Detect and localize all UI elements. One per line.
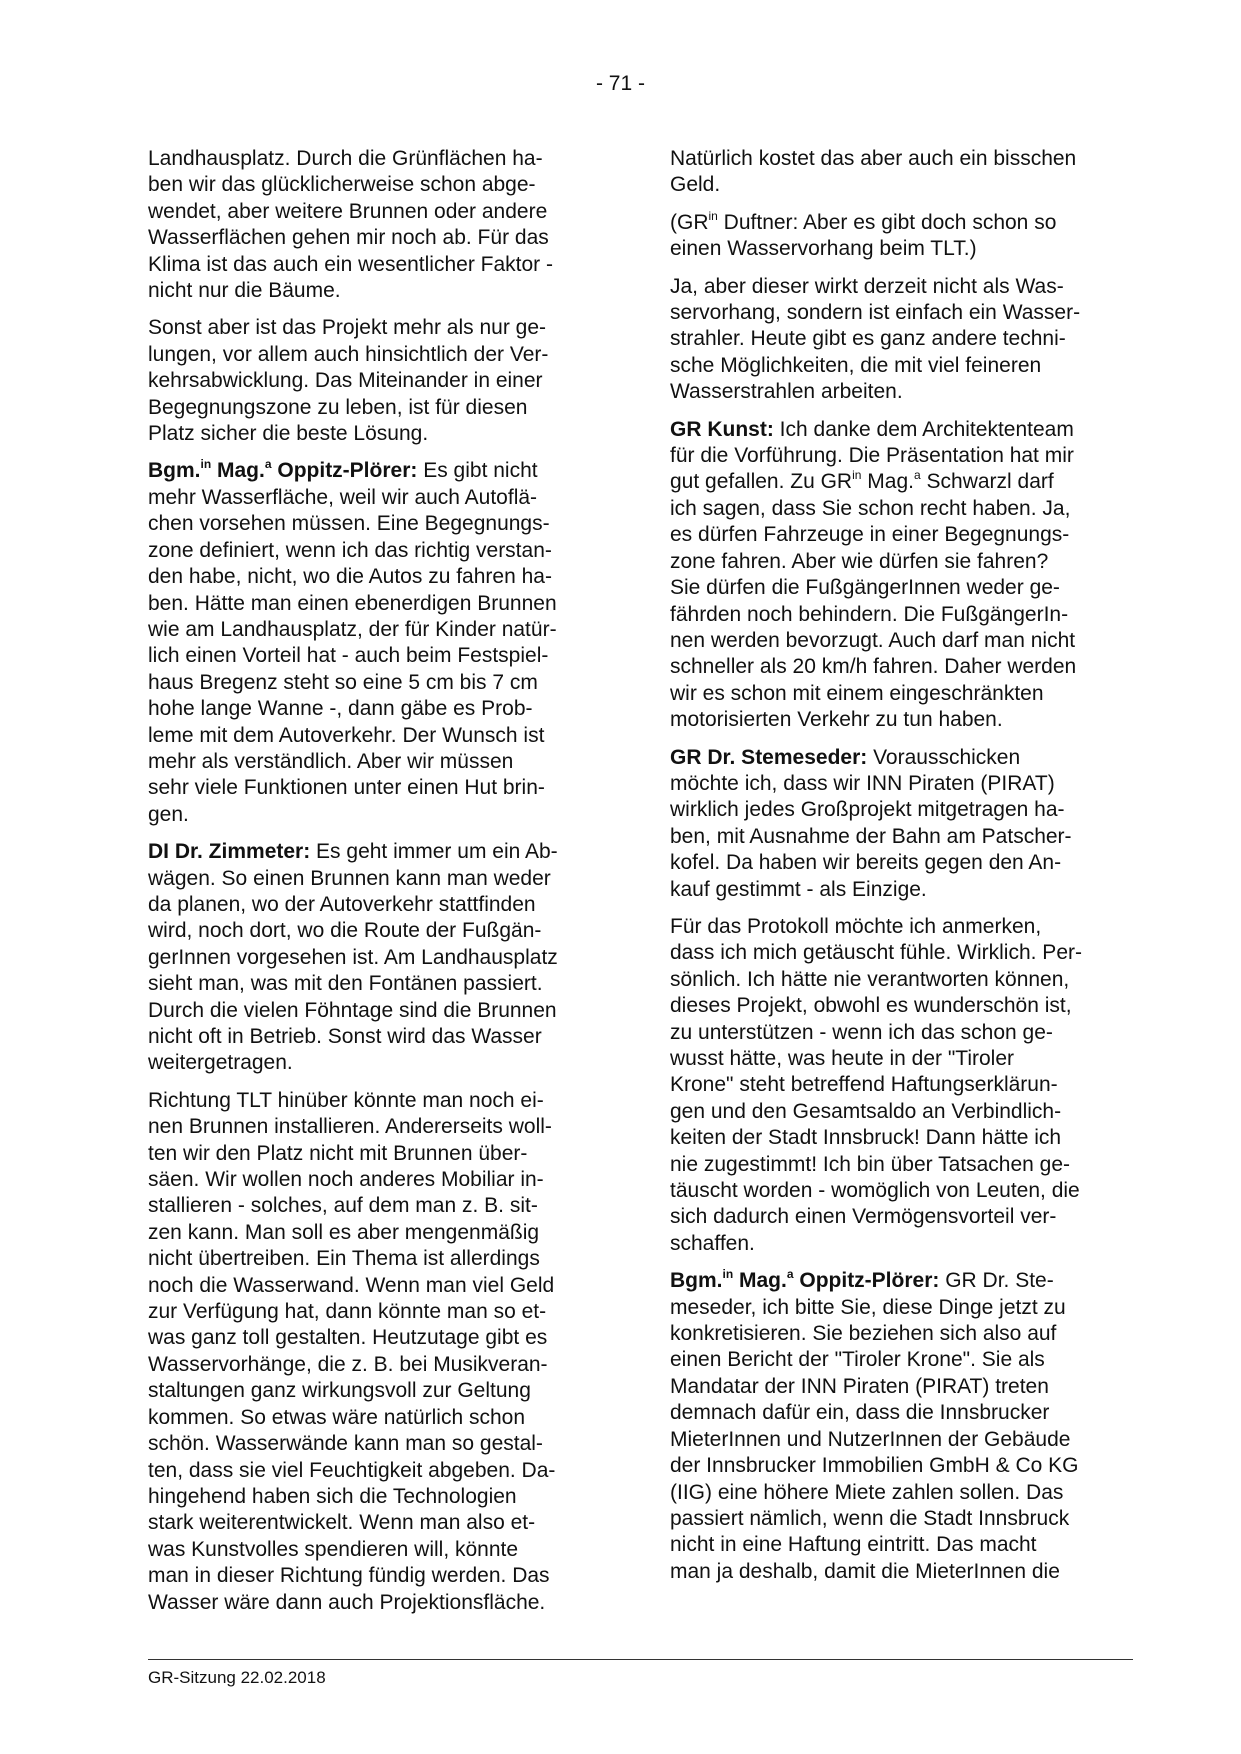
text-line: ben, mit Ausnahme der Bahn am Patscher- bbox=[670, 824, 1072, 848]
text-line: den habe, nicht, wo die Autos zu fahren ha- bbox=[148, 565, 552, 589]
text-line: (IIG) eine höhere Miete zahlen sollen. Das bbox=[670, 1480, 1064, 1504]
text-line: einen Wasservorhang beim TLT.) bbox=[670, 237, 977, 261]
paragraph bbox=[670, 914, 1132, 1257]
text-line: leme mit dem Autoverkehr. Der Wunsch ist bbox=[148, 723, 545, 747]
text-line: Wasser wäre dann auch Projektionsfläche. bbox=[148, 1590, 546, 1614]
speech-oppitz-ploerer: Bgm.$^{in}$ Mag.$^a$ Oppitz-Plörer: GR Dr. Ste- meseder, ich bitte Sie, diese Dinge jetzt zu konkretisieren. Sie beziehen sich also auf einen Bericht der "Tiroler Krone". Sie als Mandatar der INN Piraten (PIRAT) treten demnach dafür ein, dass die Innsbrucker MieterInnen und NutzerInnen der Gebäude der Innsbrucker Immobilien GmbH & Co KG (IIG) eine höhere Miete zahlen sollen. Das passiert nämlich, wenn die Stadt Innsbruck nicht in eine Haftung eintritt. Das macht man ja deshalb, damit die MieterInnen die bbox=[670, 1267, 1079, 1583]
text-line: wägen. So einen Brunnen kann man weder bbox=[148, 866, 551, 890]
text-line: sich dadurch einen Vermögensvorteil ver- bbox=[670, 1205, 1057, 1229]
left-column bbox=[148, 146, 598, 1627]
text-line: sieht man, was mit den Fontänen passiert. bbox=[148, 972, 543, 996]
text-line: staltungen ganz wirkungsvoll zur Geltung bbox=[148, 1379, 531, 1403]
text-line: dass ich mich getäuscht fühle. Wirklich. Per- bbox=[670, 941, 1082, 965]
text-line: es dürfen Fahrzeuge in einer Begegnungs- bbox=[670, 523, 1070, 547]
text-line: einen Bericht der "Tiroler Krone". Sie als bbox=[670, 1348, 1045, 1372]
text-line: Krone" steht betreffend Haftungserklärun- bbox=[670, 1073, 1058, 1097]
text-line: motorisierten Verkehr zu tun haben. bbox=[670, 708, 1003, 732]
speaker-name: Bgm.$^{in}$ Mag.$^a$ Oppitz-Plörer: bbox=[670, 1267, 940, 1293]
text-line: wir es schon mit einem eingeschränkten bbox=[670, 681, 1044, 705]
text-line: schön. Wasserwände kann man so gestal- bbox=[148, 1432, 543, 1456]
text-line: strahler. Heute gibt es ganz andere techni- bbox=[670, 327, 1066, 351]
text-line: Wasserstrahlen arbeiten. bbox=[670, 380, 903, 404]
text-line: wird, noch dort, wo die Route der Fußgän- bbox=[148, 919, 542, 943]
text-line: Sie dürfen die FußgängerInnen weder ge- bbox=[670, 576, 1060, 600]
text-line: demnach dafür ein, dass die Innsbrucker bbox=[670, 1401, 1050, 1425]
text-line: gen und den Gesamtsaldo an Verbindlich- bbox=[670, 1099, 1062, 1123]
text-line: mehr Wasserfläche, weil wir auch Autoflä- bbox=[148, 485, 538, 509]
text-line: sönlich. Ich hätte nie verantworten können, bbox=[670, 967, 1070, 991]
paragraph bbox=[670, 274, 1132, 406]
text-line: keiten der Stadt Innsbruck! Dann hätte ich bbox=[670, 1126, 1062, 1150]
text-line: nen Brunnen installieren. Andererseits woll- bbox=[148, 1115, 552, 1139]
text-line: zen kann. Man soll es aber mengenmäßig bbox=[148, 1220, 540, 1244]
text-line: kofel. Da haben wir bereits gegen den An- bbox=[670, 851, 1062, 875]
text-line: konkretisieren. Sie beziehen sich also auf bbox=[670, 1322, 1057, 1346]
text-line: zu unterstützen - wenn ich das schon ge- bbox=[670, 1020, 1053, 1044]
text-line: hohe lange Wanne -, dann gäbe es Prob- bbox=[148, 697, 533, 721]
text-line: Natürlich kostet das aber auch ein bisschen bbox=[670, 147, 1077, 170]
text-line: MieterInnen und NutzerInnen der Gebäude bbox=[670, 1427, 1071, 1451]
text-line: fährden noch behindern. Die FußgängerIn- bbox=[670, 602, 1069, 626]
speech-kunst: GR Kunst: Ich danke dem Architektenteam für die Vorführung. Die Präsentation hat mir gut gefallen. Zu $GR^{in}$ Mag.$^a$ Schwarzl darf ich sagen, dass Sie schon recht haben. Ja, es dürfen Fahrzeuge in einer Begegnungs- zone fahren. Aber wie dürfen sie fahren? Sie dürfen die FußgängerInnen weder ge- fährden noch behindern. Die FußgängerIn- nen werden bevorzugt. Auch darf man nicht schneller als 20 km/h fahren. Daher werden wir es schon mit einem eingeschränkten motorisierten Verkehr zu tun haben. bbox=[670, 417, 1077, 732]
text-line: was Kunstvolles spendieren will, könnte bbox=[148, 1537, 519, 1561]
text-line: ten wir den Platz nicht mit Brunnen über- bbox=[148, 1141, 528, 1165]
text-line: zone fahren. Aber wie dürfen sie fahren? bbox=[670, 549, 1049, 573]
text-line: chen vorsehen müssen. Eine Begegnungs- bbox=[148, 512, 550, 536]
text-line: servorhang, sondern ist einfach ein Wasser- bbox=[670, 301, 1081, 325]
right-column bbox=[670, 146, 1132, 1596]
speaker-name: DI Dr. Zimmeter: bbox=[148, 840, 311, 864]
text-line: passiert nämlich, wenn die Stadt Innsbruck bbox=[670, 1506, 1070, 1530]
text-line: wirklich jedes Großprojekt mitgetragen ha- bbox=[670, 798, 1065, 822]
text-line: Platz sicher die beste Lösung. bbox=[148, 422, 429, 446]
text-line: Klima ist das auch ein wesentlicher Faktor - bbox=[148, 252, 553, 276]
text-line: man in dieser Richtung fündig werden. Das bbox=[148, 1564, 550, 1588]
text-line: sche Möglichkeiten, die mit viel feineren bbox=[670, 353, 1042, 377]
text-line: der Innsbrucker Immobilien GmbH & Co KG bbox=[670, 1454, 1079, 1478]
text-line: nie zugestimmt! Ich bin über Tatsachen ge- bbox=[670, 1152, 1070, 1176]
text-line: was ganz toll gestalten. Heutzutage gibt es bbox=[148, 1326, 548, 1350]
text-line: ben. Hätte man einen ebenerdigen Brunnen bbox=[148, 591, 557, 615]
paragraph bbox=[148, 1088, 598, 1616]
text-line: wusst hätte, was heute in der "Tiroler bbox=[670, 1047, 1014, 1070]
footer-divider bbox=[148, 1659, 1133, 1660]
text-line: möchte ich, dass wir INN Piraten (PIRAT) bbox=[670, 771, 1055, 795]
text-line: nen werden bevorzugt. Auch darf man nicht bbox=[670, 628, 1076, 652]
text-line: kehrsabwicklung. Das Miteinander in einer bbox=[148, 369, 543, 393]
text-line: Wasserflächen gehen mir noch ab. Für das bbox=[148, 226, 549, 250]
paragraph bbox=[670, 146, 1132, 199]
text-line: kauf gestimmt - als Einzige. bbox=[670, 877, 927, 901]
text-line: nicht nur die Bäume. bbox=[148, 279, 341, 303]
text-line: nicht in eine Haftung eintritt. Das macht bbox=[670, 1533, 1037, 1557]
text-line: nicht übertreiben. Ein Thema ist allerdings bbox=[148, 1247, 540, 1271]
text-line: Begegnungszone zu leben, ist für diesen bbox=[148, 395, 528, 419]
text-line: meseder, ich bitte Sie, diese Dinge jetzt zu bbox=[670, 1295, 1066, 1319]
text-line: Durch die vielen Föhntage sind die Brunnen bbox=[148, 998, 557, 1022]
speech-oppitz-ploerer: Bgm.$^{in}$ Mag.$^a$ Oppitz-Plörer: Es gibt nicht mehr Wasserfläche, weil wir auch Autoflä- chen vorsehen müssen. Eine Begegnungs- zone definiert, wenn ich das richtig verstan- den habe, nicht, wo die Autos zu fahren ha- ben. Hätte man einen ebenerdigen Brunnen wie am Landhausplatz, der für Kinder natür- lich einen Vorteil hat - auch beim Festspiel- haus Bregenz steht so eine 5 cm bis 7 cm hohe lange Wanne -, dann gäbe es Prob- leme mit dem Autoverkehr. Der Wunsch ist mehr als verständlich. Aber wir müssen sehr viele Funktionen unter einen Hut brin- gen. bbox=[148, 457, 557, 826]
text-line: zone definiert, wenn ich das richtig verstan- bbox=[148, 538, 552, 562]
text-line: nicht oft in Betrieb. Sonst wird das Wasser bbox=[148, 1025, 542, 1048]
text-line: man ja deshalb, damit die MieterInnen die bbox=[670, 1559, 1060, 1583]
speaker-name: GR Dr. Stemeseder: bbox=[670, 745, 868, 769]
text-line: hingehend haben sich die Technologien bbox=[148, 1484, 517, 1508]
text-line: täuscht worden - womöglich von Leuten, die bbox=[670, 1179, 1080, 1203]
text-line: Sonst aber ist das Projekt mehr als nur ge- bbox=[148, 316, 547, 340]
text-line: kommen. So etwas wäre natürlich schon bbox=[148, 1405, 526, 1429]
text-line: da planen, wo der Autoverkehr stattfinden bbox=[148, 892, 536, 916]
text-line: mehr als verständlich. Aber wir müssen bbox=[148, 749, 514, 773]
text-line: Landhausplatz. Durch die Grünflächen ha- bbox=[148, 147, 543, 170]
text-line: gen. bbox=[148, 802, 189, 826]
speech-zimmeter: DI Dr. Zimmeter: Es geht immer um ein Ab- wägen. So einen Brunnen kann man weder da planen, wo der Autoverkehr stattfinden wird, noch dort, wo die Route der Fußgän- gerInnen vorgesehen ist. Am Landhausplatz sieht man, was mit den Fontänen passiert. Durch die vielen Föhntage sind die Brunnen nicht oft in Betrieb. Sonst wird das Wasser weitergetragen. bbox=[148, 840, 558, 1075]
text-line: schneller als 20 km/h fahren. Daher werden bbox=[670, 655, 1077, 679]
text-line: sehr viele Funktionen unter einen Hut brin- bbox=[148, 776, 545, 800]
paragraph bbox=[148, 146, 598, 304]
speaker-name: Bgm.$^{in}$ Mag.$^a$ Oppitz-Plörer: bbox=[148, 457, 418, 483]
text-line: Wasservorhänge, die z. B. bei Musikveran- bbox=[148, 1352, 548, 1376]
text-line: haus Bregenz steht so eine 5 cm bis 7 cm bbox=[148, 670, 538, 694]
text-line: ten, dass sie viel Feuchtigkeit abgeben. Da- bbox=[148, 1458, 556, 1482]
text-line: ben wir das glücklicherweise schon abge- bbox=[148, 173, 536, 197]
text-line: wie am Landhausplatz, der für Kinder natür- bbox=[148, 617, 557, 641]
text-line: gerInnen vorgesehen ist. Am Landhausplatz bbox=[148, 945, 558, 969]
speech-stemeseder: GR Dr. Stemeseder: Vorausschicken möchte ich, dass wir INN Piraten (PIRAT) wirklich jedes Großprojekt mitgetragen ha- ben, mit Ausnahme der Bahn am Patscher- kofel. Da haben wir bereits gegen den An- kauf gestimmt - als Einzige. bbox=[670, 745, 1072, 901]
text-line: weitergetragen. bbox=[148, 1051, 293, 1075]
text-line: Für das Protokoll möchte ich anmerken, bbox=[670, 914, 1042, 938]
text-line: wendet, aber weitere Brunnen oder andere bbox=[148, 199, 548, 223]
text-line: lich einen Vorteil hat - auch beim Festspiel- bbox=[148, 644, 549, 668]
text-line: säen. Wir wollen noch anderes Mobiliar in- bbox=[148, 1168, 544, 1192]
text-line: Geld. bbox=[670, 173, 721, 197]
footer-session-date: GR-Sitzung 22.02.2018 bbox=[148, 1668, 326, 1687]
text-line: stallieren - solches, auf dem man z. B. sit- bbox=[148, 1194, 538, 1218]
paragraph bbox=[148, 315, 598, 447]
text-line: lungen, vor allem auch hinsichtlich der Ver- bbox=[148, 342, 549, 366]
speaker-name: GR Kunst: bbox=[670, 417, 774, 441]
text-line: stark weiterentwickelt. Wenn man also et- bbox=[148, 1511, 536, 1535]
text-line: Richtung TLT hinüber könnte man noch ei- bbox=[148, 1088, 544, 1112]
text-line: schaffen. bbox=[670, 1231, 755, 1255]
text-line: noch die Wasserwand. Wenn man viel Geld bbox=[148, 1273, 555, 1297]
text-line: Mandatar der INN Piraten (PIRAT) treten bbox=[670, 1374, 1049, 1398]
text-line: zur Verfügung hat, dann könnte man so et- bbox=[148, 1300, 547, 1324]
interjection-duftner: ($GR^{in}$ Duftner: Aber es gibt doch schon so einen Wasservorhang beim TLT.) bbox=[670, 208, 1057, 261]
text-line: dieses Projekt, obwohl es wunderschön ist, bbox=[670, 994, 1072, 1018]
page-number: - 71 - bbox=[595, 72, 645, 95]
text-line: ich sagen, dass Sie schon recht haben. Ja, bbox=[670, 496, 1071, 520]
text-line: Ja, aber dieser wirkt derzeit nicht als Was- bbox=[670, 274, 1064, 298]
